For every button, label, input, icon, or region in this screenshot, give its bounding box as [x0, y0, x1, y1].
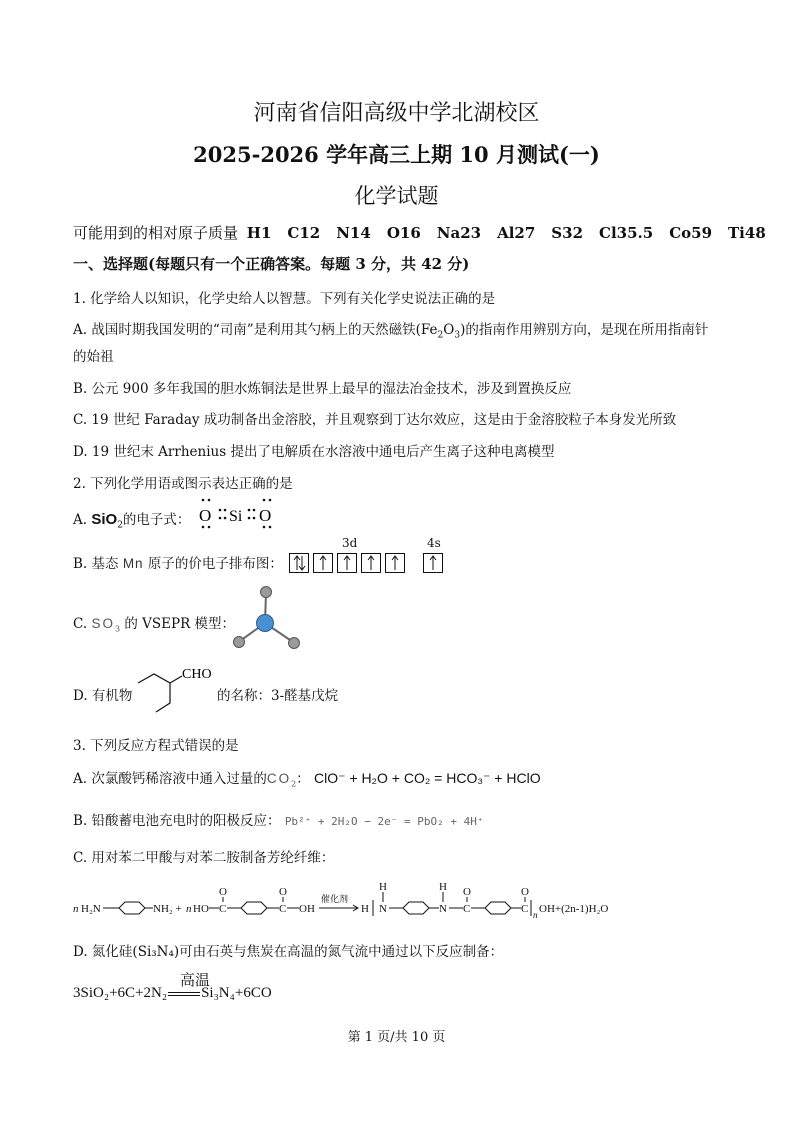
q1-option-b: B. 公元 900 多年我国的胆水炼铜法是世界上最早的湿法冶金技术，涉及到置换反应 — [73, 381, 572, 397]
svg-text:O: O — [199, 506, 212, 525]
svg-text:C: C — [463, 903, 471, 915]
svg-text:Si: Si — [229, 508, 243, 525]
q1-option-c: C. 19 世纪 Faraday 成功制备出金溶胶，并且观察到丁达尔效应，这是由于金溶胶粒子本身发光所致 — [73, 412, 677, 428]
svg-text:O: O — [521, 886, 529, 898]
svg-text:H: H — [439, 881, 447, 893]
orbital-box — [361, 553, 381, 573]
svg-text:O: O — [463, 886, 471, 898]
exam-title: 2025-2026 学年高三上期 10 月测试(一) — [193, 142, 600, 167]
svg-text:H₂N: H₂N — [81, 903, 101, 915]
catalyst-label: 催化剂 — [321, 894, 349, 904]
q3-option-b: B. 铅酸蓄电池充电时的阳极反应： Pb²⁺ + 2H₂O − 2e⁻ = PbO₂ + 4H⁺ — [73, 813, 484, 829]
atomic-mass-item: Na23 — [436, 224, 482, 242]
up-arrow-icon — [424, 554, 442, 572]
orbital-4s-box — [423, 553, 443, 573]
q3-d-equation: 3SiO₂+6C+2N₂ Si₃N₄+6CO — [73, 985, 272, 1001]
svg-text:H: H — [361, 903, 369, 915]
atomic-mass-item: Ti48 — [728, 224, 766, 242]
q2-option-c: C. $SO_3$ 的 VSEPR 模型： — [73, 616, 236, 634]
aramid-reaction — [73, 878, 633, 922]
svg-text:n: n — [73, 903, 79, 915]
q1-option-a: A. 战国时期我国发明的“司南”是利用其勺柄上的天然磁铁$(Fe_2O_3)$的指南作用辨别方向，是现在所用指南针 — [73, 322, 709, 341]
q1-option-d: D. 19 世纪末 Arrhenius 提出了电解质在水溶液中通电后产生离子这种电离模型 — [73, 444, 555, 460]
up-arrow-icon — [314, 554, 332, 572]
atomic-mass-item: H1 — [246, 224, 272, 242]
orbital-4s-label: 4s — [427, 536, 441, 550]
svg-text:N: N — [439, 903, 447, 915]
orbital-3d-label: 3d — [342, 536, 358, 550]
q3-option-d: D. 氮化硅(Si₃N₄)可由石英与焦炭在高温的氮气流中通过以下反应制备： — [73, 944, 504, 960]
svg-text:H: H — [379, 881, 387, 893]
q3-stem: 3. 下列反应方程式错误的是 — [73, 738, 239, 754]
school-title: 河南省信阳高级中学北湖校区 — [253, 101, 540, 126]
atomic-mass-item: Co59 — [669, 224, 713, 242]
atomic-mass-line — [73, 222, 766, 243]
up-arrow-icon — [386, 554, 404, 572]
reaction-condition: 高温 — [180, 971, 211, 989]
orbital-box — [385, 553, 405, 573]
up-arrow-icon — [338, 554, 356, 572]
sio2-electron-formula — [193, 496, 283, 530]
q2-option-b: B. 基态 Mn 原子的价电子排布图： — [73, 556, 283, 572]
orbital-box — [289, 553, 309, 573]
atomic-mass-item: Al27 — [497, 224, 536, 242]
subject-title: 化学试题 — [354, 184, 439, 208]
atomic-mass-label: 可能用到的相对原子质量 — [73, 224, 239, 242]
paired-arrows-icon — [290, 554, 308, 572]
atomic-mass-item: S32 — [551, 224, 584, 242]
orbital-3d-boxes — [289, 553, 409, 573]
svg-text:O: O — [259, 506, 272, 525]
svg-text:O: O — [219, 886, 227, 898]
svg-text:n: n — [533, 910, 538, 920]
svg-text:O: O — [279, 886, 287, 898]
atomic-mass-item: C12 — [287, 224, 321, 242]
section-heading: 一、选择题(每题只有一个正确答案。每题 3 分，共 42 分) — [73, 255, 470, 273]
q2-stem: 2. 下列化学用语或图示表达正确的是 — [73, 476, 293, 492]
q2-option-d: D. 有机物 — [73, 688, 133, 704]
svg-text:C: C — [521, 903, 529, 915]
q2-option-a: A. SiO$_2$的电子式： — [73, 511, 191, 531]
q1-stem: 1. 化学给人以知识，化学史给人以智慧。下列有关化学史说法正确的是 — [73, 291, 496, 307]
svg-text:OH: OH — [299, 903, 315, 915]
so3-vsepr-model — [225, 583, 305, 658]
atomic-mass-values — [243, 224, 766, 242]
q3-option-a: A. 次氯酸钙稀溶液中通入过量的$CO_2$： ClO⁻ + H₂O + CO₂ = HCO₃⁻ + HClO — [73, 770, 541, 789]
svg-text:NH₂ +: NH₂ + — [153, 903, 182, 915]
orbital-box — [313, 553, 333, 573]
svg-text:n: n — [186, 903, 192, 915]
q1-option-a-cont: 的始祖 — [73, 349, 114, 365]
orbital-box — [337, 553, 357, 573]
svg-text:C: C — [219, 903, 227, 915]
svg-text:HO: HO — [193, 903, 209, 915]
organic-structure — [136, 666, 220, 714]
atomic-mass-item: N14 — [336, 224, 371, 242]
page-footer: 第 1 页/共 10 页 — [347, 1030, 446, 1045]
atomic-mass-item: O16 — [386, 224, 421, 242]
reaction-tail: OH+(2n-1)H₂O — [539, 903, 609, 915]
q2-option-d-name: 的名称：3-醛基戊烷 — [217, 688, 339, 704]
cho-label: CHO — [182, 667, 212, 682]
svg-text:C: C — [279, 903, 287, 915]
svg-text:N: N — [379, 903, 387, 915]
up-arrow-icon — [362, 554, 380, 572]
q3-option-c: C. 用对苯二甲酸与对苯二胺制备芳纶纤维： — [73, 850, 335, 866]
atomic-mass-item: Cl35.5 — [599, 224, 654, 242]
